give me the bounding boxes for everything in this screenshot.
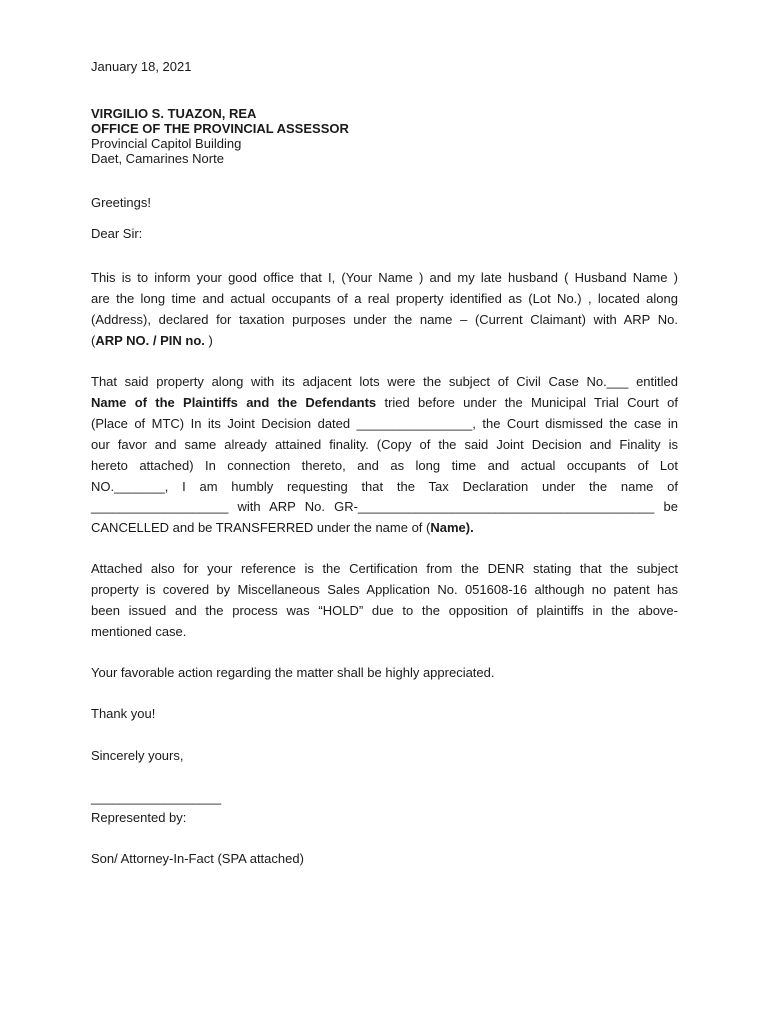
para1-line4: (ARP NO. / PIN no. ) [91,333,213,348]
para4: Your favorable action regarding the matter shall be highly appreciated. [91,665,495,680]
para2-line8: CANCELLED and be TRANSFERRED under the name of (Name). [91,520,474,535]
recipient-office: OFFICE OF THE PROVINCIAL ASSESSOR [91,121,349,136]
para3-line4: mentioned case. [91,624,187,639]
para1-line1: This is to inform your good office that I, (Your Name ) and my late husband ( Husband Name ) [91,270,678,285]
greeting: Greetings! [91,195,151,210]
para2-line7: ___________________ with ARP No. GR-_________________________________________ be [91,499,678,514]
signature-line: __________________ [91,790,222,805]
para1-line3: (Address), declared for taxation purposes under the name – (Current Claimant) with ARP No. [91,312,678,327]
thanks: Thank you! [91,706,156,721]
para3-line2: property is covered by Miscellaneous Sales Application No. 051608-16 although no patent has [91,582,678,597]
para2-line5: hereto attached) In connection thereto, and as long time and actual occupants of Lot [91,458,678,473]
recipient-building: Provincial Capitol Building [91,136,242,151]
para2-line6: NO._______, I am humbly requesting that the Tax Declaration under the name of [91,479,678,494]
para2-line1: That said property along with its adjacent lots were the subject of Civil Case No.___ entitled [91,374,678,389]
para2-line2: Name of the Plaintiffs and the Defendants tried before under the Municipal Trial Court of [91,395,678,410]
represented-by: Represented by: [91,810,187,825]
recipient-city: Daet, Camarines Norte [91,151,224,166]
para3-line1: Attached also for your reference is the Certification from the DENR stating that the subject [91,561,678,576]
para2-line4: our favor and same already attained finality. (Copy of the said Joint Decision and Finality is [91,437,678,452]
letter-date: January 18, 2021 [91,59,192,74]
parties-label: Name of the Plaintiffs and the Defendants [91,395,377,410]
recipient-name: VIRGILIO S. TUAZON, REA [91,106,257,121]
arp-pin-label: ARP NO. / PIN no. [95,333,205,348]
para2-line3: (Place of MTC) In its Joint Decision dated ________________, the Court dismissed the case in [91,416,678,431]
para3-line3: been issued and the process was “HOLD” due to the opposition of plaintiffs in the above- [91,603,678,618]
closing: Sincerely yours, [91,748,184,763]
attorney-in-fact: Son/ Attorney-In-Fact (SPA attached) [91,851,304,866]
new-owner-label: Name). [430,520,474,535]
para1-line2: are the long time and actual occupants of a real property identified as (Lot No.) , located along [91,291,678,306]
salutation: Dear Sir: [91,226,143,241]
